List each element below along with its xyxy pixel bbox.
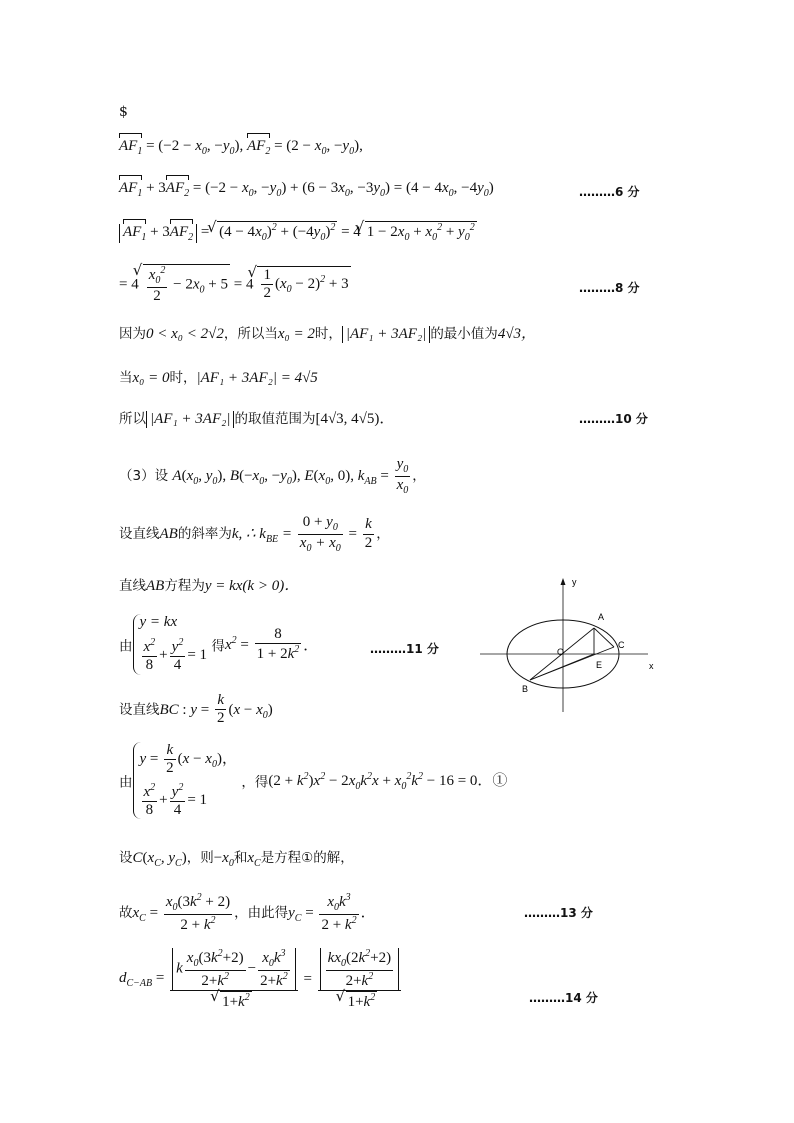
page-marker: $ xyxy=(119,104,128,120)
vector-af2: $AF_2$ xyxy=(247,138,271,157)
label-y: y xyxy=(572,577,577,587)
magnitude-simplified-line: = 4 √ $\frac{x_0^2}{2}$ − $2x_0 + 5 = 4$ √ $\frac{1}{2}$ $(x_0 - 2)^2 + 3$ xyxy=(119,264,351,305)
distance-line: $d_{C-AB}$ = k $\frac{x_0(3k^2+2)}{2+k^2}$ − $\frac{x_0k^3}{2+k^2}$ √ $1+k^2$ = $\frac{kx_0(2k^2+2)}{2+k^2}$ √ $1+k^2$ xyxy=(119,948,403,1011)
part3-setup-line: （3）设 $A(x_0$, $y_0$), $B(-x_0$, $-y_0$), $E(x_0$, 0), $k_{AB}$ = $\frac{y_0}{x_0}$ ， xyxy=(119,456,426,496)
score-14: ………14 分 xyxy=(529,991,598,1005)
label-c: C xyxy=(618,640,625,650)
line-ab-equation: 直线AB方程为y = kx(k > 0)． xyxy=(119,578,300,594)
system-1: 由 y = kx $\frac{x^2}{8}$ + $\frac{y^2}{4}$ = 1 得$x^2$ = $\frac{8}{1 + 2k^2}$ ． xyxy=(119,614,319,674)
minimum-value-line: 因为0 < x₀ < 2√2，所以当x₀ = 2时， |AF₁ + 3AF₂| 的最小值为4√3， xyxy=(119,326,537,342)
line-bc-equation: 设直线BC : y = $\frac{k}{2}$ $(x - x_0)$ xyxy=(119,692,273,727)
label-x: x xyxy=(649,661,654,671)
point-c-line: 设$C(x_C$, $y_C$)，则$-x_0$和$x_C$是方程①的解， xyxy=(119,850,354,869)
score-6: ………6 分 xyxy=(579,185,640,199)
vector-af1: $AF_1$ xyxy=(119,138,143,157)
label-o: O xyxy=(557,647,565,657)
score-13: ………13 分 xyxy=(524,906,593,920)
slope-line: 设直线AB的斜率为k, ∴ $k_{BE}$ = $\frac{0 + y_0}{x_0 + x_0}$ = $\frac{k}{2}$ ， xyxy=(119,514,390,554)
score-8: ………8 分 xyxy=(579,281,640,295)
score-10: ………10 分 xyxy=(579,412,648,426)
range-line: 所以 |AF₁ + 3AF₂| 的取值范围为[4√3, 4√5)． xyxy=(119,411,395,427)
xc-yc-line: 故$x_C$ = $\frac{x_0(3k^2 + 2)}{2 + k^2}$ ，由此得$y_C$ = $\frac{x_0k^3}{2 + k^2}$ ． xyxy=(119,892,376,933)
ellipse-figure xyxy=(476,572,666,717)
label-e: E xyxy=(596,660,603,670)
system-2: 由 y = $\frac{k}{2}$ $(x - x_0)$， $\frac{x^2}{8}$ + $\frac{y^2}{4}$ = 1 ，得$(2 + k^2)x^2 - 2x_0k^2x + x_0^2k^2 - 16 = 0$．① xyxy=(119,742,508,818)
vector-af-line: $AF_1 = (-2 - x_0$, $-y_0$), $AF_2 = (2 - x_0$, $-y_0$), xyxy=(119,138,363,157)
segment-be xyxy=(530,654,594,680)
vector-sum-line: $AF_1 + 3AF_2 = (-2 - x_0$, $-y_0) + (6 - 3x_0$, $-3y_0) = (4 - 4x_0$, $-4y_0$) xyxy=(119,180,494,199)
label-b: B xyxy=(522,684,529,694)
label-a: A xyxy=(598,612,605,622)
magnitude-line: $AF_1 + 3AF_2$ = √ $(4 - 4x_0)^2 + (-4y_0)^2 = 4√$ $1 - 2x_0 + x_0^2 + y_0^2$ xyxy=(119,221,477,243)
score-11: ………11 分 xyxy=(370,642,439,656)
x0-zero-line: 当x₀ = 0时，|AF₁ + 3AF₂| = 4√5 xyxy=(119,370,318,386)
